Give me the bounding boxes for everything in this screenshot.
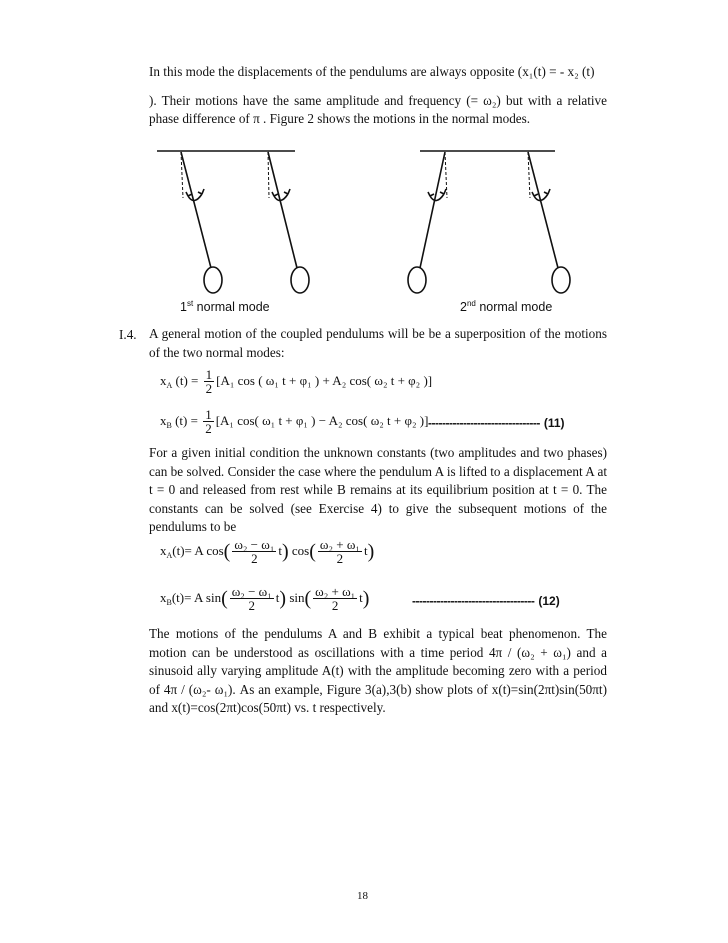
section-number: I.4. — [119, 327, 137, 342]
equation-xa-beat: $x_A(t)= A$ cos( $\frac{\text{ω₂ − ω₁}}{2}$ t) cos( $\frac{\text{ω₂ + ω₁}}{2}$ t) — [160, 537, 375, 566]
equation-xb-beat: $x_B(t)= A$ sin( $\frac{\text{ω₂ − ω₁}}{2}$ t) sin( $\frac{\text{ω₂ + ω₁}}{2}$ t) — [160, 584, 370, 613]
normal-modes-figure — [140, 140, 600, 320]
section-text: A general motion of the coupled pendulums will be be a superposition of the motions of the two normal modes: — [149, 326, 607, 360]
equation-12-label: ----------------------------------- (12) — [412, 594, 560, 608]
mode2-pendulum-a — [408, 152, 447, 293]
equation-xa-general: $x_A$ (t) = $\frac{1}{2}$ [A₁ cos ( ω₁ t + φ₁ ) + A₂ cos( ω₂ t + φ₂ )] — [160, 367, 433, 396]
mode1-pendulum-a — [181, 152, 222, 293]
mode2-caption: 2nd normal mode — [460, 299, 553, 315]
mode2-pendulum-b — [528, 152, 570, 293]
intro-line-3: phase difference of π . Figure 2 shows the motions in the normal modes. — [149, 111, 531, 126]
intro-line-2: ). Their motions have the same amplitude and frequency (= ω₂) but with a relative — [149, 93, 607, 108]
mode1-pendulum-b — [268, 152, 309, 293]
intro-line-1: In this mode the displacements of the pendulums are always opposite (x₁(t) = - x₂ (t) — [149, 64, 595, 79]
equation-11-label: -------------------------------- (11) — [428, 416, 565, 430]
paragraph-beat-phenomenon: The motions of the pendulums A and B exhibit a typical beat phenomenon. The motion can be understood as oscillations with a time period 4π / (ω₂ + ω₁) and a sinusoid ally varying amplitude A(t) with the amplitude becoming zero with a period of 4π / (ω₂- ω₁). As an example, Figure 3(a),3(b) show plots of x(t)=sin(2πt)sin(50πt) and x(t)=cos(2πt)cos(50πt) vs. t respectively. — [149, 626, 607, 715]
paragraph-initial-condition: For a given initial condition the unknown constants (two amplitudes and two phases) can be solved. Consider the case where the pendulum A is lifted to a displacement A at t = 0 and released from rest while B remains at its equilibrium position at t = 0. The constants can be solved (see Exercise 4) to give the subsequent motions of the pendulums to be — [149, 445, 607, 534]
page-number: 18 — [357, 890, 368, 902]
mode1-caption: 1st normal mode — [180, 299, 270, 315]
equation-xb-general: $x_B$ (t) = $\frac{1}{2}$ [A₁ cos( ω₁ t + φ₁ ) − A₂ cos( ω₂ t + φ₂ )] — [160, 407, 429, 436]
